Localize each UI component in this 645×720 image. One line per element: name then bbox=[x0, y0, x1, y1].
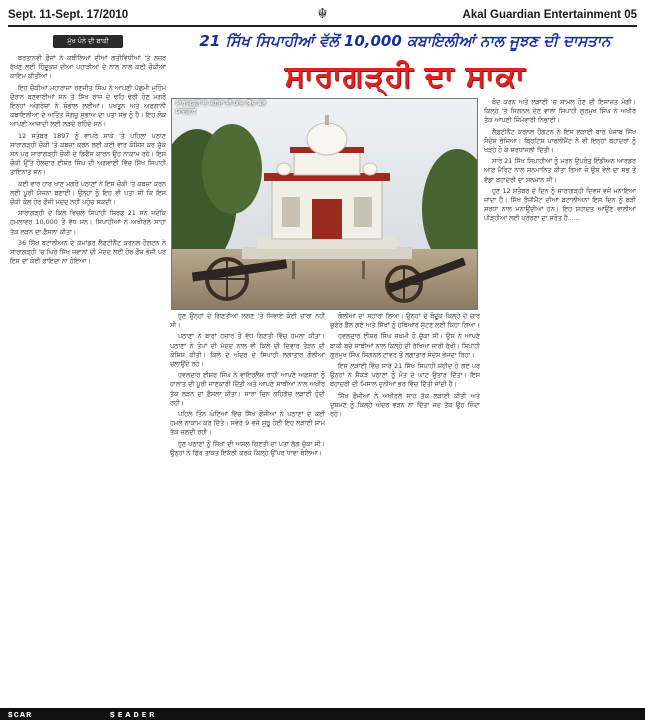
page-header bbox=[8, 4, 637, 26]
paragraph: ਬਰਤਾਨਵੀ ਫ਼ੌਜਾਂ ਨੇ ਕਬੀਲਿਆਂ ਦੀਆਂ ਗਤੀਵਿਧੀਆਂ 'ਤੇ ਨਜ਼ਰ ਰੱਖਣ ਲਈ ਹਿੰਦੂਕੁਸ਼ ਦੀਆਂ ਪਹਾੜੀਆਂ ਦੇ ਨਾਲ ਨਾਲ ਕਈ ਚੌਕੀਆਂ ਕਾਇਮ ਕੀਤੀਆਂ। bbox=[10, 54, 166, 81]
paragraph: ਸਾਰਾਗੜ੍ਹੀ ਦੇ ਕਿਲੇ ਵਿਚਲੇ ਸਿਪਾਹੀ ਸਿਰਫ਼ 21 ਸਨ ਜਦੋਂਕਿ ਹਮਲਾਵਰ 10,000 ਤੋਂ ਵੱਧ ਸਨ। ਸਿਪਾਹੀਆਂ ਨੇ ਅਖੀਰਲੇ ਸਾਹਾਂ ਤੱਕ ਲੜਨ ਦਾ ਫ਼ੈਸਲਾ ਕੀਤਾ। bbox=[10, 209, 166, 236]
paragraph: ਹੁਣ 12 ਸਤੰਬਰ ਦੇ ਦਿਨ ਨੂੰ ਸਾਰਾਗੜ੍ਹੀ ਦਿਵਸ ਵਜੋਂ ਮਨਾਇਆ ਜਾਂਦਾ ਹੈ। ਸਿੱਖ ਰੈਜੀਮੈਂਟ ਦੀਆਂ ਬਟਾਲੀਅਨਾਂ ਇਸ ਦਿਨ ਨੂੰ ਬੜੀ ਸ਼ਰਧਾ ਨਾਲ ਮਨਾਉਂਦੀਆਂ ਹਨ। ਇਹ ਸ਼ਹਾਦਤ ਆਉਣ ਵਾਲੀਆਂ ਪੀੜ੍ਹੀਆਂ ਲਈ ਪ੍ਰੇਰਣਾ ਦਾ ਸਰੋਤ ਹੈ...... bbox=[484, 186, 636, 223]
paragraph: ਕਈ ਵਾਰ ਹਾਰ ਖਾਣ ਮਗਰੋਂ ਪਠਾਣਾਂ ਨੇ ਇਸ ਚੌਕੀ 'ਤੇ ਕਬਜ਼ਾ ਕਰਨ ਲਈ ਪੂਰੀ ਯੋਜਨਾ ਬਣਾਈ। ਉਨ੍ਹਾਂ ਨੂੰ ਇਹ ਵੀ ਪਤਾ ਸੀ ਕਿ ਇਸ ਚੌਕੀ ਕੋਲ ਹੋਰ ਫ਼ੌਜੀ ਮਦਦ ਨਹੀਂ ਪਹੁੰਚ ਸਕਦੀ। bbox=[10, 179, 166, 207]
photo-caption: ਸਾਰਾਗੜ੍ਹੀ ਦੇ ਸ਼ਹੀਦਾਂ ਦੀ ਯਾਦ ਵਿੱਚ ਬਣੇ ਯਾਦਗਾਰ bbox=[176, 100, 266, 115]
paragraph: ਹੁਣ ਉਨ੍ਹਾਂ ਦੇ ਗਿਣਤੀਆਂ ਲਗਣ 'ਤੇ ਸਿਵਾਏ ਕੋਈ ਚਾਰਾ ਨਹੀਂ ਸੀ। bbox=[170, 312, 325, 330]
issue-date: Sept. 11-Sept. 17/2010 bbox=[8, 9, 129, 21]
paragraph: ਹਵਲਦਾਰ ਈਸ਼ਰ ਸਿੰਘ ਜ਼ਖ਼ਮੀ ਹੋ ਚੁੱਕਾ ਸੀ। ਉਸ ਨੇ ਆਪਣੇ ਬਾਕੀ ਬਚੇ ਸਾਥੀਆਂ ਨਾਲ ਕਿਲ੍ਹੇ ਦੀ ਰੱਖਿਆ ਜਾਰੀ ਰੱਖੀ। ਸਿਪਾਹੀ ਗੁਰਮੁਖ ਸਿੰਘ ਸਿਗਨਲ ਟਾਵਰ ਤੋਂ ਲਗਾਤਾਰ ਸੰਦੇਸ਼ ਭੇਜਦਾ ਰਿਹਾ। bbox=[330, 332, 480, 359]
footer-ad-strip bbox=[0, 708, 645, 720]
paragraph: ਗੋਲੀਆਂ ਦਾ ਸਹਾਰਾ ਲਿਆ। ਉਨ੍ਹਾਂ ਦੇ ਬੰਦੂਕ ਕਿਲ੍ਹੇ ਦੇ ਚਾਰ ਚੁਫੇਰੇ ਫ਼ੈਲ ਗਏ ਅਤੇ ਸਿੱਖਾਂ ਨੂੰ ਹਥਿਆਰ ਸੁੱਟਣ ਲਈ ਕਿਹਾ ਗਿਆ। bbox=[330, 312, 480, 330]
article-headline: 21 ਸਿੱਖ ਸਿਪਾਹੀਆਂ ਵੱਲੋਂ 10,000 ਕਬਾਇਲੀਆਂ ਨਾਲ ਜੂਝਣ ਦੀ ਦਾਸਤਾਨ bbox=[199, 32, 611, 50]
khanda-icon: ☬ bbox=[317, 6, 328, 22]
article-column-2 bbox=[170, 312, 325, 702]
article-column-3 bbox=[330, 312, 480, 702]
paragraph: ਸਿੱਖ ਫ਼ੌਜੀਆਂ ਨੇ ਅਖੀਰਲੇ ਸਾਹ ਤੱਕ ਲੜਾਈ ਕੀਤੀ ਅਤੇ ਦੁਸ਼ਮਣ ਨੂੰ ਕਿਲ੍ਹੇ ਅੰਦਰ ਵੜਨ ਨਾ ਦਿੱਤਾ ਜਦ ਤੱਕ ਉਹ ਜ਼ਿੰਦਾ ਰਹੇ। bbox=[330, 391, 480, 419]
publication-name: Akal Guardian Entertainment 05 bbox=[462, 9, 637, 21]
article-column-1 bbox=[10, 54, 166, 700]
section-label-text: ਮੁੱਖ ਪੰਨੇ ਦੀ ਬਾਕੀ bbox=[53, 35, 122, 48]
paragraph: ਪਠਾਣਾਂ ਨੇ ਬਾਰਾਂ ਹਜ਼ਾਰ ਤੋਂ ਵੱਧ ਗਿਣਤੀ ਵਿੱਚ ਹਮਲਾ ਕੀਤਾ। ਪਠਾਣਾਂ ਨੇ ਤੋਪਾਂ ਦੀ ਮੱਦਦ ਨਾਲ ਵੀ ਕਿਲੇ ਦੀ ਦਿਵਾਰ ਤੋੜਨ ਦੀ ਕੋਸ਼ਿਸ਼ ਕੀਤੀ। ਕਿਲੇ ਦੇ ਅੰਦਰ ਦੇ ਸਿਪਾਹੀ ਲਗਾਤਾਰ ਗੋਲੀਆਂ ਚਲਾਉਂਦੇ ਰਹੇ। bbox=[170, 332, 325, 369]
paragraph: ਬੰਦ ਕਰਨ ਅਤੇ ਲੜਾਈ 'ਚ ਸ਼ਾਮਲ ਹੋਣ ਦੀ ਇਜਾਜ਼ਤ ਮੰਗੀ। ਕਿਲ੍ਹੇ 'ਤੇ ਸਿਗਨਲ ਦੇਣ ਵਾਲਾ ਸਿਪਾਹੀ ਗੁਰਮੁਖ ਸਿੰਘ ਨੇ ਅਖੀਰ ਤੱਕ ਆਪਣੀ ਜ਼ਿੰਮੇਵਾਰੀ ਨਿਭਾਈ। bbox=[484, 98, 636, 125]
memorial-photo-image bbox=[172, 99, 478, 310]
header-rule bbox=[8, 25, 637, 27]
article-column-4 bbox=[484, 98, 636, 502]
paragraph: ਲੈਫ਼ਟੀਨੈਂਟ ਕਰਨਲ ਹੌਗਟਨ ਨੇ ਇਸ ਲੜਾਈ ਬਾਰੇ ਪੰਜਾਬ ਸਿੱਖ ਸੰਦੇਸ਼ ਭੇਜਿਆ। ਬ੍ਰਿਟਿਸ਼ ਪਾਰਲੀਮੈਂਟ ਨੇ ਵੀ ਇਨ੍ਹਾਂ ਬਹਾਦਰਾਂ ਨੂੰ ਖੜ੍ਹੇ ਹੋ ਕੇ ਸ਼ਰਧਾਂਜਲੀ ਦਿੱਤੀ। bbox=[484, 127, 636, 155]
paragraph: ਹਵਲਦਾਰ ਈਸ਼ਰ ਸਿੰਘ ਨੇ ਵਾਇਰਲੈਸ ਰਾਹੀਂ ਆਪਣੇ ਅਫ਼ਸਰਾਂ ਨੂੰ ਹਾਲਾਤ ਦੀ ਪੂਰੀ ਜਾਣਕਾਰੀ ਦਿੱਤੀ ਅਤੇ ਆਪਣੇ ਸਾਥੀਆਂ ਨਾਲ ਅਖੀਰ ਤੱਕ ਲੜਨ ਦਾ ਫ਼ੈਸਲਾ ਕੀਤਾ। ਸਾਰਾ ਦਿਨ ਗਹਿਗੱਚ ਲੜਾਈ ਹੁੰਦੀ ਰਹੀ। bbox=[170, 371, 325, 407]
paragraph: 36 ਸਿੱਖ ਬਟਾਲੀਅਨ ਦੇ ਕਮਾਂਡਰ ਲੈਫ਼ਟੀਨੈਂਟ ਕਰਨਲ ਹੌਗਟਨ ਨੇ ਸਾਰਾਗੜ੍ਹੀ 'ਚ ਘਿਰੇ ਸਿੱਖ ਜਵਾਨਾਂ ਦੀ ਮੱਦਦ ਲਈ ਹੋਰ ਫ਼ੌਜ ਭੇਜੀ ਪਰ ਇਸ ਦਾ ਕੋਈ ਫ਼ਾਇਦਾ ਨਾ ਹੋਇਆ। bbox=[10, 238, 166, 266]
footer-logo: ꜱᴄᴀʀ bbox=[8, 709, 33, 719]
article-title: ਸਾਰਾਗੜ੍ਹੀ ਦਾ ਸਾਕਾ bbox=[284, 59, 526, 94]
paragraph: 12 ਸਤੰਬਰ 1897 ਨੂੰ ਵਾਪਰੇ ਸਾਕੇ 'ਤੇ ਪਹਿਲਾਂ ਪਠਾਣ ਸਾਰਾਗੜ੍ਹੀ ਚੌਕੀ 'ਤੇ ਕਬਜ਼ਾ ਕਰਨ ਲਈ ਕਈ ਵਾਰ ਕੋਸ਼ਿਸ਼ ਕਰ ਚੁੱਕੇ ਸਨ ਪਰ ਸਾਰਾਗੜ੍ਹੀ ਚੌਕੀ ਦੇ ਡਿਫੈਂਸ ਕਾਰਨ ਉਹ ਨਾਕਾਮ ਰਹੇ। ਇਸ ਚੌਕੀ ਉੱਤੇ ਹੌਲਦਾਰ ਈਸ਼ਰ ਸਿੰਘ ਦੀ ਅਗਵਾਈ ਵਿੱਚ ਸਿੱਖ ਸਿਪਾਹੀ ਤਾਇਨਾਤ ਸਨ। bbox=[10, 131, 166, 177]
paragraph: ਸਾਰੇ 21 ਸਿੱਖ ਸਿਪਾਹੀਆਂ ਨੂੰ ਮਰਨ ਉਪਰੰਤ ਇੰਡੀਅਨ ਆਰਡਰ ਆਫ਼ ਮੈਰਿਟ ਨਾਲ ਸਨਮਾਨਿਤ ਕੀਤਾ ਗਿਆ ਜੋ ਉਸ ਵੇਲੇ ਦਾ ਸਭ ਤੋਂ ਵੱਡਾ ਬਹਾਦਰੀ ਦਾ ਸਨਮਾਨ ਸੀ। bbox=[484, 157, 636, 184]
paragraph: ਇਹ ਚੌਕੀਆਂ ਮਹਾਰਾਜਾ ਰਣਜੀਤ ਸਿੰਘ ਨੇ ਆਪਣੀ ਪੱਛਮੀ ਮੁਹਿੰਮ ਦੌਰਾਨ ਬਣਵਾਈਆਂ ਸਨ ਤੇ ਸਿੱਖ ਰਾਜ ਦੇ ਢਹਿ ਢੇਰੀ ਹੋਣ ਮਗਰੋਂ ਇਨ੍ਹਾਂ ਅੰਗਰੇਜ਼ਾਂ ਨੇ ਸੰਭਾਲ ਲਈਆਂ। ਪਖਤੂਨ ਅਤੇ ਅਫ਼ਗਾਨੀ ਕਬਾਇਲੀਆਂ ਦੇ ਅਤਿੰਤ ਜੰਗਜੂ ਸੁਭਾਅ ਦਾ ਪਤਾ ਸਭ ਨੂੰ ਹੈ। ਇਹ ਲੋਕ ਆਪਣੀ ਆਜ਼ਾਦੀ ਲਈ ਲੜਦੇ ਰਹਿੰਦੇ ਸਨ। bbox=[10, 83, 166, 129]
footer-ad-text: ꜱᴇᴀᴅᴇʀ bbox=[110, 709, 158, 719]
paragraph: ਇਸ ਲੜਾਈ ਵਿੱਚ ਸਾਰੇ 21 ਸਿੱਖ ਸਿਪਾਹੀ ਸ਼ਹੀਦ ਹੋ ਗਏ ਪਰ ਉਨ੍ਹਾਂ ਨੇ ਸੈਂਕੜੇ ਪਠਾਣਾਂ ਨੂੰ ਮੌਤ ਦੇ ਘਾਟ ਉਤਾਰ ਦਿੱਤਾ। ਇਸ ਬਹਾਦਰੀ ਦੀ ਮਿਸਾਲ ਦੁਨੀਆਂ ਭਰ ਵਿੱਚ ਦਿੱਤੀ ਜਾਂਦੀ ਹੈ। bbox=[330, 362, 480, 389]
paragraph: ਹੁਣ ਪਠਾਣਾਂ ਨੂੰ ਸਿੱਖਾਂ ਦੀ ਅਸਲ ਗਿਣਤੀ ਦਾ ਪਤਾ ਲੱਗ ਚੁੱਕਾ ਸੀ। ਉਨ੍ਹਾਂ ਨੇ ਫਿਰ ਤਾਕਤ ਇਕੱਠੀ ਕਰਕੇ ਕਿਲ੍ਹੇ ਉੱਪਰ ਧਾਵਾ ਬੋਲਿਆ। bbox=[170, 439, 325, 457]
section-label bbox=[10, 34, 166, 48]
paragraph: ਪਹਿਲੇ ਤਿੰਨ ਘੰਟਿਆਂ ਵਿੱਚ ਸਿੱਖ ਫ਼ੌਜੀਆਂ ਨੇ ਪਠਾਣਾਂ ਦੇ ਕਈ ਹਮਲੇ ਨਾਕਾਮ ਕਰ ਦਿੱਤੇ। ਸਵੇਰੇ 9 ਵਜੇ ਸ਼ੁਰੂ ਹੋਈ ਇਹ ਲੜਾਈ ਸ਼ਾਮ ਤੱਕ ਚਲਦੀ ਰਹੀ। bbox=[170, 410, 325, 437]
memorial-photo bbox=[171, 98, 478, 310]
